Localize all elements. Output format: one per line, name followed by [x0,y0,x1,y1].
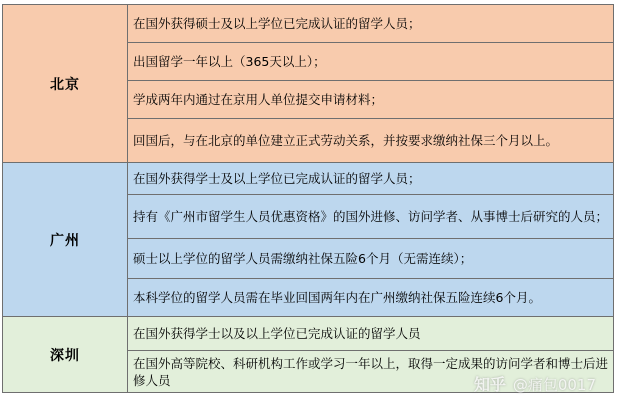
requirement-cell: 出国留学一年以上（365天以上）； [128,43,614,81]
requirement-cell: 在国外获得硕士及以上学位已完成认证的留学人员； [128,5,614,43]
city-cell-beijing: 北京 [3,5,128,163]
requirement-cell: 回国后，与在北京的单位建立正式劳动关系，并按要求缴纳社保三个月以上。 [128,119,614,163]
city-cell-shenzhen: 深圳 [3,317,128,393]
right-margin [614,0,618,407]
requirement-cell: 在国外获得学士及以上学位已完成认证的留学人员； [128,163,614,195]
requirement-cell: 在国外高等院校、科研机构工作或学习一年以上，取得一定成果的访问学者和博士后进修人员 [128,351,614,393]
requirement-cell: 硕士以上学位的留学人员需缴纳社保五险6个月（无需连续）； [128,239,614,279]
requirement-cell: 学成两年内通过在京用人单位提交申请材料； [128,81,614,119]
watermark-brand: 知乎 [474,375,507,394]
requirement-cell: 在国外获得学士以及以上学位已完成认证的留学人员 [128,317,614,351]
requirement-cell: 持有《广州市留学生人员优惠资格》的国外进修、访问学者、从事博士后研究的人员； [128,195,614,239]
table-row [3,163,614,195]
requirement-cell: 本科学位的留学人员需在毕业回国两年内在广州缴纳社保五险连续6个月。 [128,279,614,317]
table-row [3,317,614,351]
table-row [3,5,614,43]
policy-table [2,4,614,393]
city-cell-guangzhou: 广州 [3,163,128,317]
watermark-author: @痛包0017 [512,376,596,394]
